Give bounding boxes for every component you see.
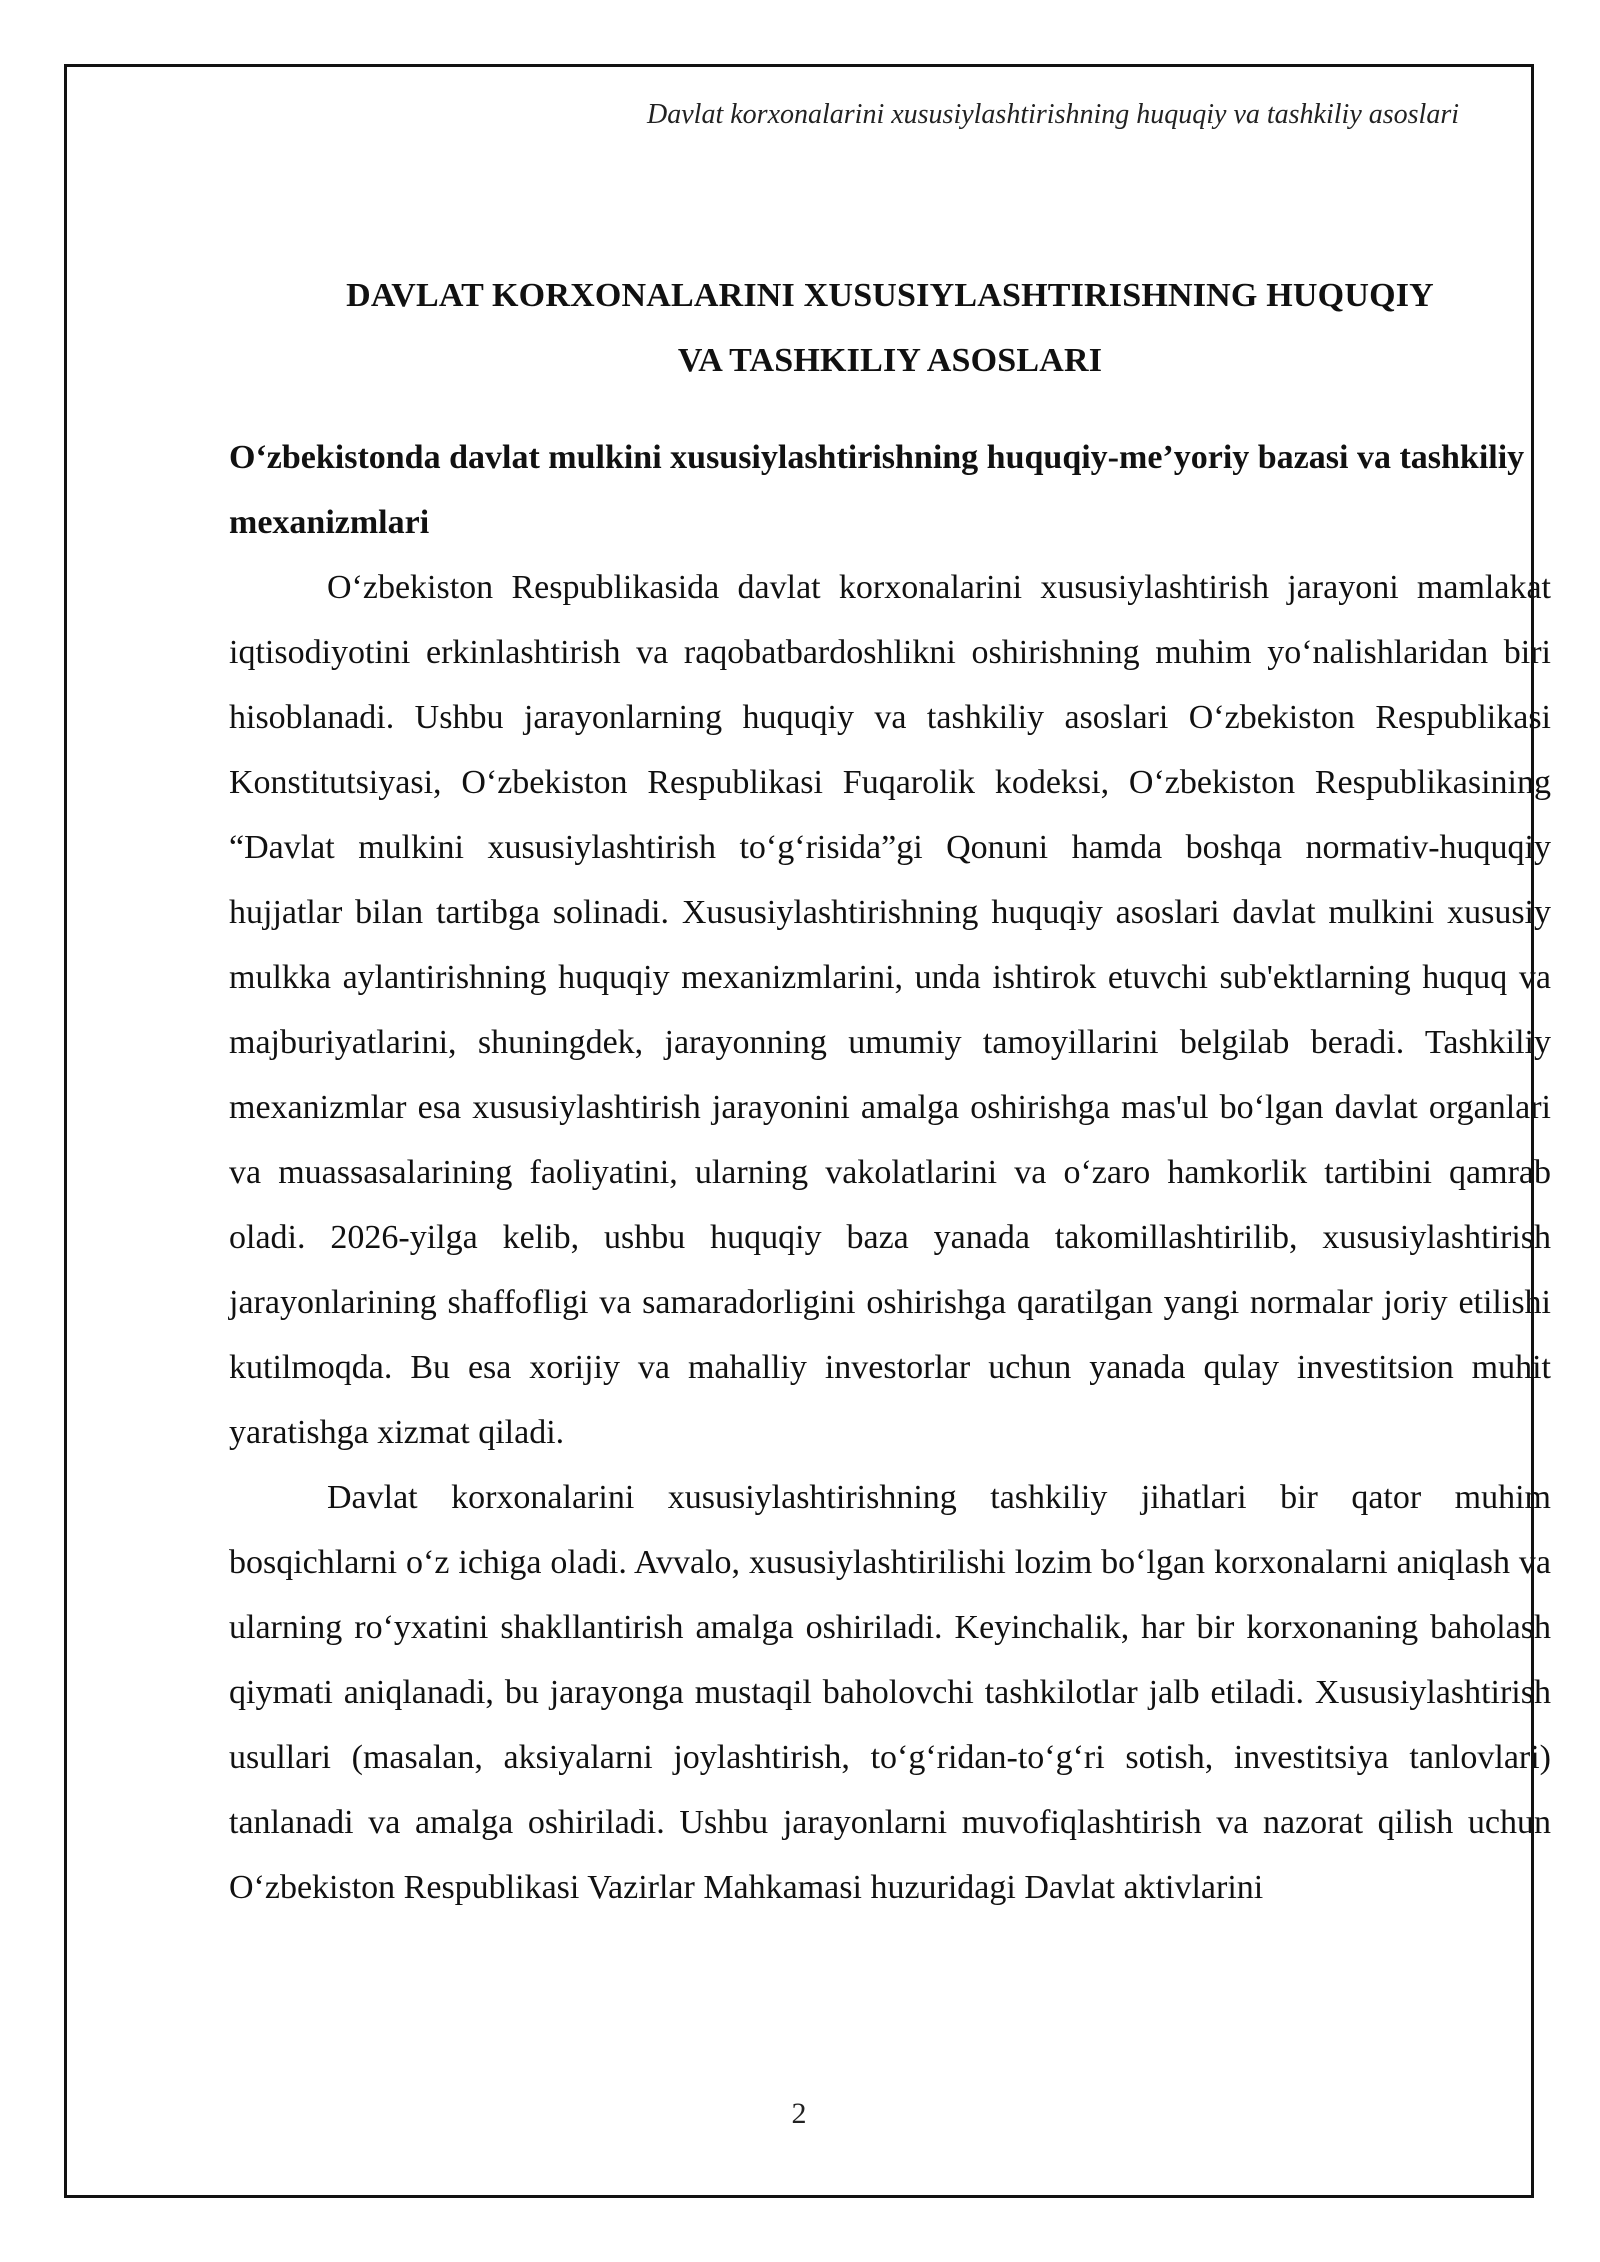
document-title [229,263,1551,393]
page-number: 2 [791,2097,807,2130]
page-frame [64,64,1551,2198]
section-heading: O‘zbekistonda davlat mulkini xususiylashtirishning huquqiy-me’yoriy bazasi va tashkiliy mexanizmlari [229,439,1525,541]
body-paragraph-2: Davlat korxonalarini xususiylashtirishning tashkiliy jihatlari bir qator muhim bosqichlarni o‘z ichiga oladi. Avvalo, xususiylashtirilishi lozim bo‘lgan korxonalarni aniqlash va ularning ro‘yxatini shakllantirish amalga oshiriladi. Keyinchalik, har bir korxonaning baholash qiymati aniqlanadi, bu jarayonga mustaqil baholovchi tashkilotlar jalb etiladi. Xususiylashtirish usullari (masalan, aksiyalarni joylashtirish, to‘g‘ridan-to‘g‘ri sotish, investitsiya tanlovlari) tanlanadi va amalga oshiriladi. Ushbu jarayonlarni muvofiqlashtirish va nazorat qilish uchun O‘zbekiston Respublikasi Vazirlar Mahkamasi huzuridagi Davlat aktivlarini [229,1479,1551,1906]
document-title-line-1: DAVLAT KORXONALARINI XUSUSIYLASHTIRISHNING HUQUQIY [346,277,1434,314]
page-content [229,263,1551,1920]
document-title-line-2: VA TASHKILIY ASOSLARI [677,342,1103,379]
body-paragraph-1: O‘zbekiston Respublikasida davlat korxonalarini xususiylashtirish jarayoni mamlakat iqtisodiyotini erkinlashtirish va raqobatbardoshlikni oshirishning muhim yo‘nalishlaridan biri hisoblanadi. Ushbu jarayonlarning huquqiy va tashkiliy asoslari O‘zbekiston Respublikasi Konstitutsiyasi, O‘zbekiston Respublikasi Fuqarolik kodeksi, O‘zbekiston Respublikasining “Davlat mulkini xususiylashtirish to‘g‘risida”gi Qonuni hamda boshqa normativ-huquqiy hujjatlar bilan tartibga solinadi. Xususiylashtirishning huquqiy asoslari davlat mulkini xususiy mulkka aylantirishning huquqiy mexanizmlarini, unda ishtirok etuvchi sub'ektlarning huquq va majburiyatlarini, shuningdek, jarayonning umumiy tamoyillarini belgilab beradi. Tashkiliy mexanizmlar esa xususiylashtirish jarayonini amalga oshirishga mas'ul bo‘lgan davlat organlari va muassasalarining faoliyatini, ularning vakolatlarini va o‘zaro hamkorlik tartibini qamrab oladi. 2026-yilga kelib, ushbu huquqiy baza yanada takomillashtirilib, xususiylashtirish jarayonlarining shaffofligi va samaradorligini oshirishga qaratilgan yangi normalar joriy etilishi kutilmoqda. Bu esa xorijiy va mahalliy investorlar uchun yanada qulay investitsion muhit yaratishga xizmat qiladi. [229,569,1551,1451]
running-header: Davlat korxonalarini xususiylashtirishning huquqiy va tashkiliy asoslari [647,99,1459,130]
